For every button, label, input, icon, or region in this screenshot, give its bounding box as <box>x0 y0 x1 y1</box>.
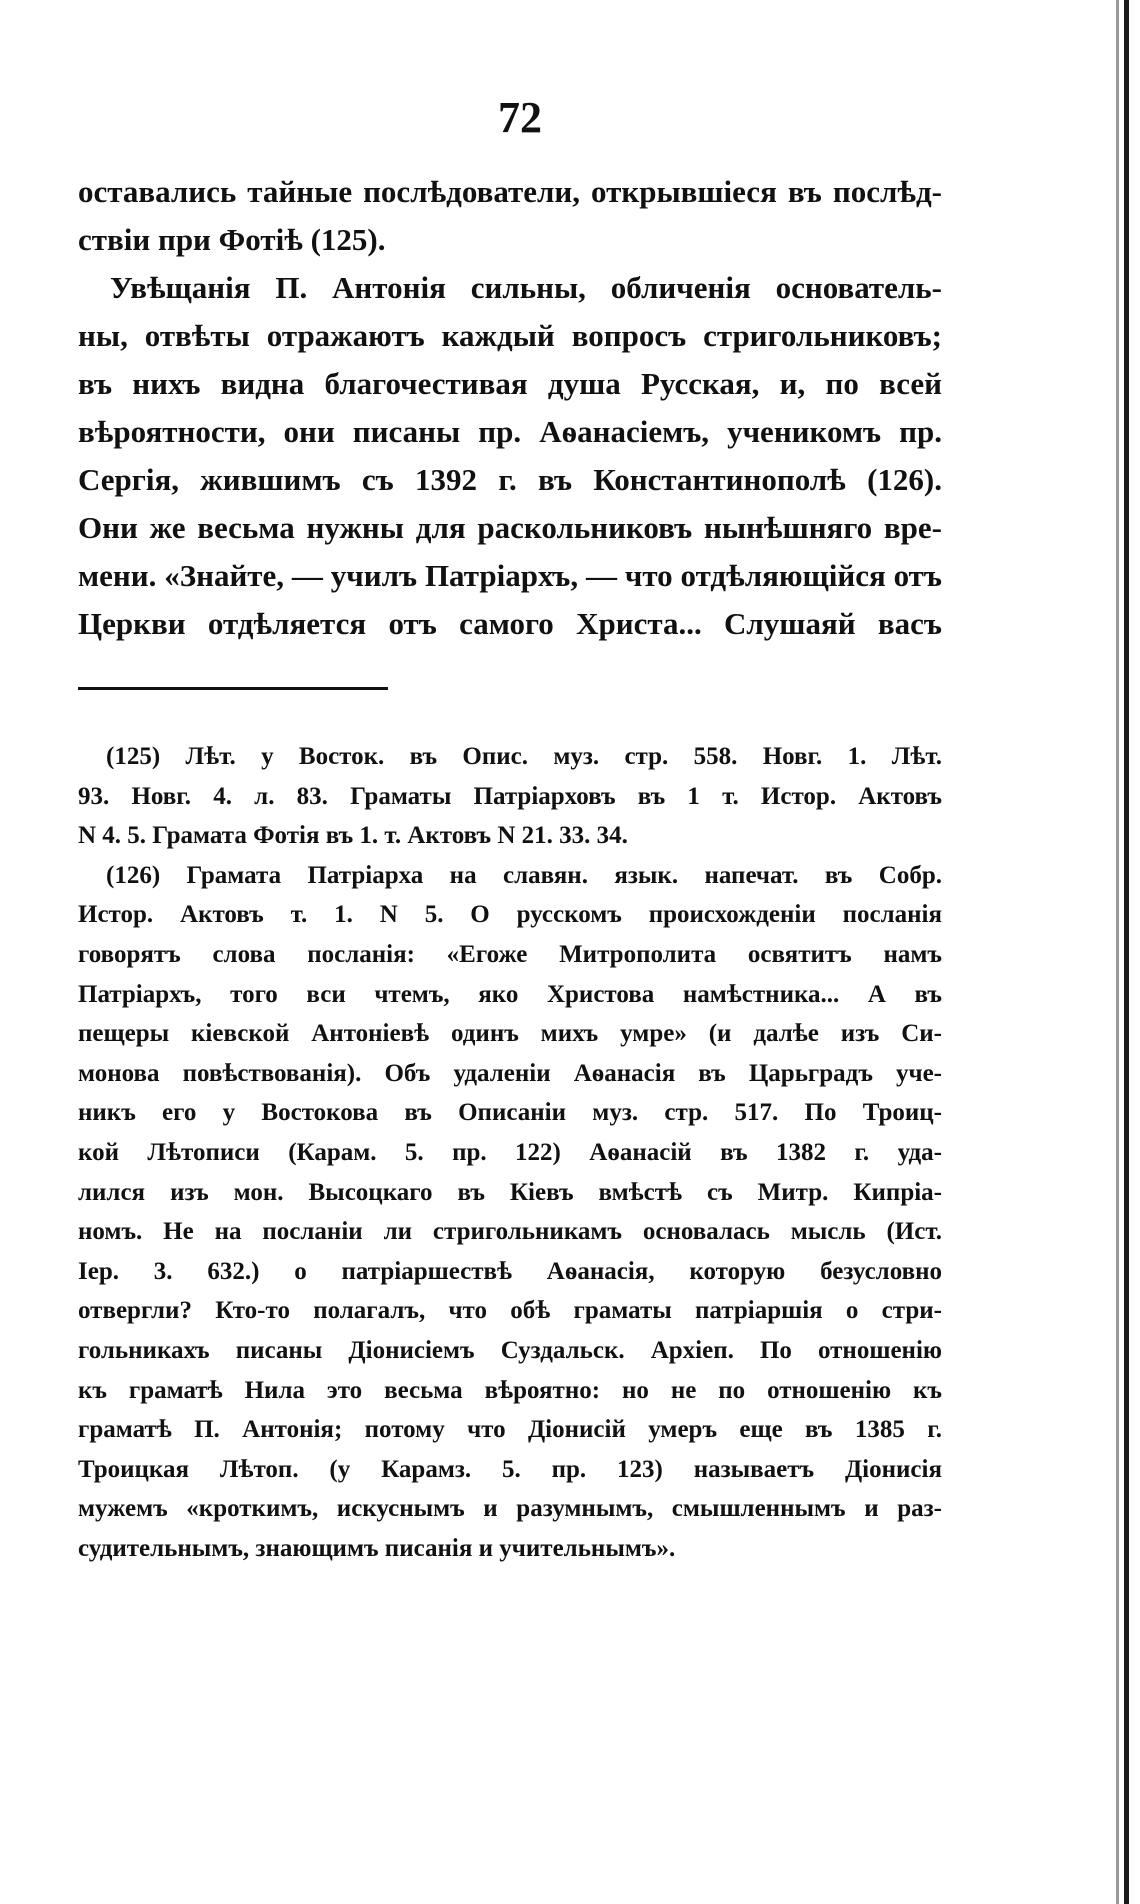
footnote-line: судительнымъ, знающимъ писанія и учительнымъ». <box>78 1534 676 1562</box>
footnote-line: Іер. 3. 632.) о патріаршествѣ Аѳанасія, которую безусловно <box>78 1257 942 1285</box>
footnote-line: номъ. Не на посланіи ли стригольникамъ основалась мысль (Ист. <box>78 1218 942 1246</box>
footnote-line: пещеры кіевской Антоніевѣ одинъ михъ умре» (и далѣе изъ Си- <box>78 1020 942 1048</box>
footnote-line: отвергли? Кто-то полагалъ, что обѣ граматы патріаршія о стри- <box>78 1297 942 1325</box>
footnote-line: лился изъ мон. Высоцкаго въ Кіевъ вмѣстѣ съ Митр. Кипріа- <box>78 1178 942 1206</box>
footnote-line: Троицкая Лѣтоп. (у Карамз. 5. пр. 123) называетъ Діонисія <box>78 1455 942 1483</box>
page-number: 72 <box>498 93 542 142</box>
page-edge-binding <box>1124 0 1129 1904</box>
text-line: ствіи при Фотіѣ (125). <box>78 222 386 257</box>
text-line: въ нихъ видна благочестивая душа Русская, и, по всей <box>78 366 942 401</box>
text-line: вѣроятности, они писаны пр. Аѳанасіемъ, ученикомъ пр. <box>78 414 942 449</box>
footnote-line: мужемъ «кроткимъ, искуснымъ и разумнымъ, смышленнымъ и раз- <box>78 1495 942 1523</box>
text-line: ны, отвѣты отражаютъ каждый вопросъ стригольниковъ; <box>78 318 942 353</box>
footnote-line: къ граматѣ Нила это весьма вѣроятно: но не по отношенію къ <box>78 1376 942 1404</box>
footnote-line: (126) Грамата Патріарха на славян. язык. напечат. въ Собр. <box>106 861 942 889</box>
text-line: мени. «Знайте, — училъ Патріархъ, — что отдѣляющійся отъ <box>78 558 942 593</box>
footnote-line: никъ его у Востокова въ Описаніи муз. стр. 517. По Троиц- <box>78 1099 942 1127</box>
text-line: оставались тайные послѣдователи, открывшіеся въ послѣд- <box>78 174 942 209</box>
text-line: Церкви отдѣляется отъ самого Христа... Слушаяй васъ <box>78 606 942 641</box>
footnote-line: говорятъ слова посланія: «Егоже Митрополита освятитъ намъ <box>78 940 942 968</box>
footnote-line: Истор. Актовъ т. 1. N 5. О русскомъ происхожденіи посланія <box>78 901 942 929</box>
footnotes <box>78 737 942 1568</box>
footnote-divider <box>78 687 388 690</box>
footnote-line: (125) Лѣт. у Восток. въ Опис. муз. стр. 558. Новг. 1. Лѣт. <box>106 743 942 770</box>
text-line: Сергія, жившимъ съ 1392 г. въ Константинополѣ (126). <box>78 462 942 497</box>
page-edge-shadow <box>1116 0 1119 1904</box>
footnote-line: граматѣ П. Антонія; потому что Діонисій умеръ еще въ 1385 г. <box>78 1416 942 1444</box>
footnote-line: Патріархъ, того вси чтемъ, яко Христова намѣстника... А въ <box>78 980 942 1008</box>
text-line: Увѣщанія П. Антонія сильны, обличенія основатель- <box>110 270 942 305</box>
text-line: Они же весьма нужны для раскольниковъ нынѣшняго вре- <box>78 510 942 545</box>
footnote-line: N 4. 5. Грамата Фотія въ 1. т. Актовъ N 21. 33. 34. <box>78 822 628 850</box>
footnote-line: гольникахъ писаны Діонисіемъ Суздальск. Архіеп. По отношенію <box>78 1336 942 1364</box>
footnote-line: монова повѣствованія). Объ удаленіи Аѳанасія въ Царьградъ уче- <box>78 1059 942 1087</box>
footnote-line: кой Лѣтописи (Карам. 5. пр. 122) Аѳанасій въ 1382 г. уда- <box>78 1138 942 1166</box>
footnote-line: 93. Новг. 4. л. 83. Граматы Патріарховъ въ 1 т. Истор. Актовъ <box>78 782 942 810</box>
main-text <box>78 168 942 648</box>
